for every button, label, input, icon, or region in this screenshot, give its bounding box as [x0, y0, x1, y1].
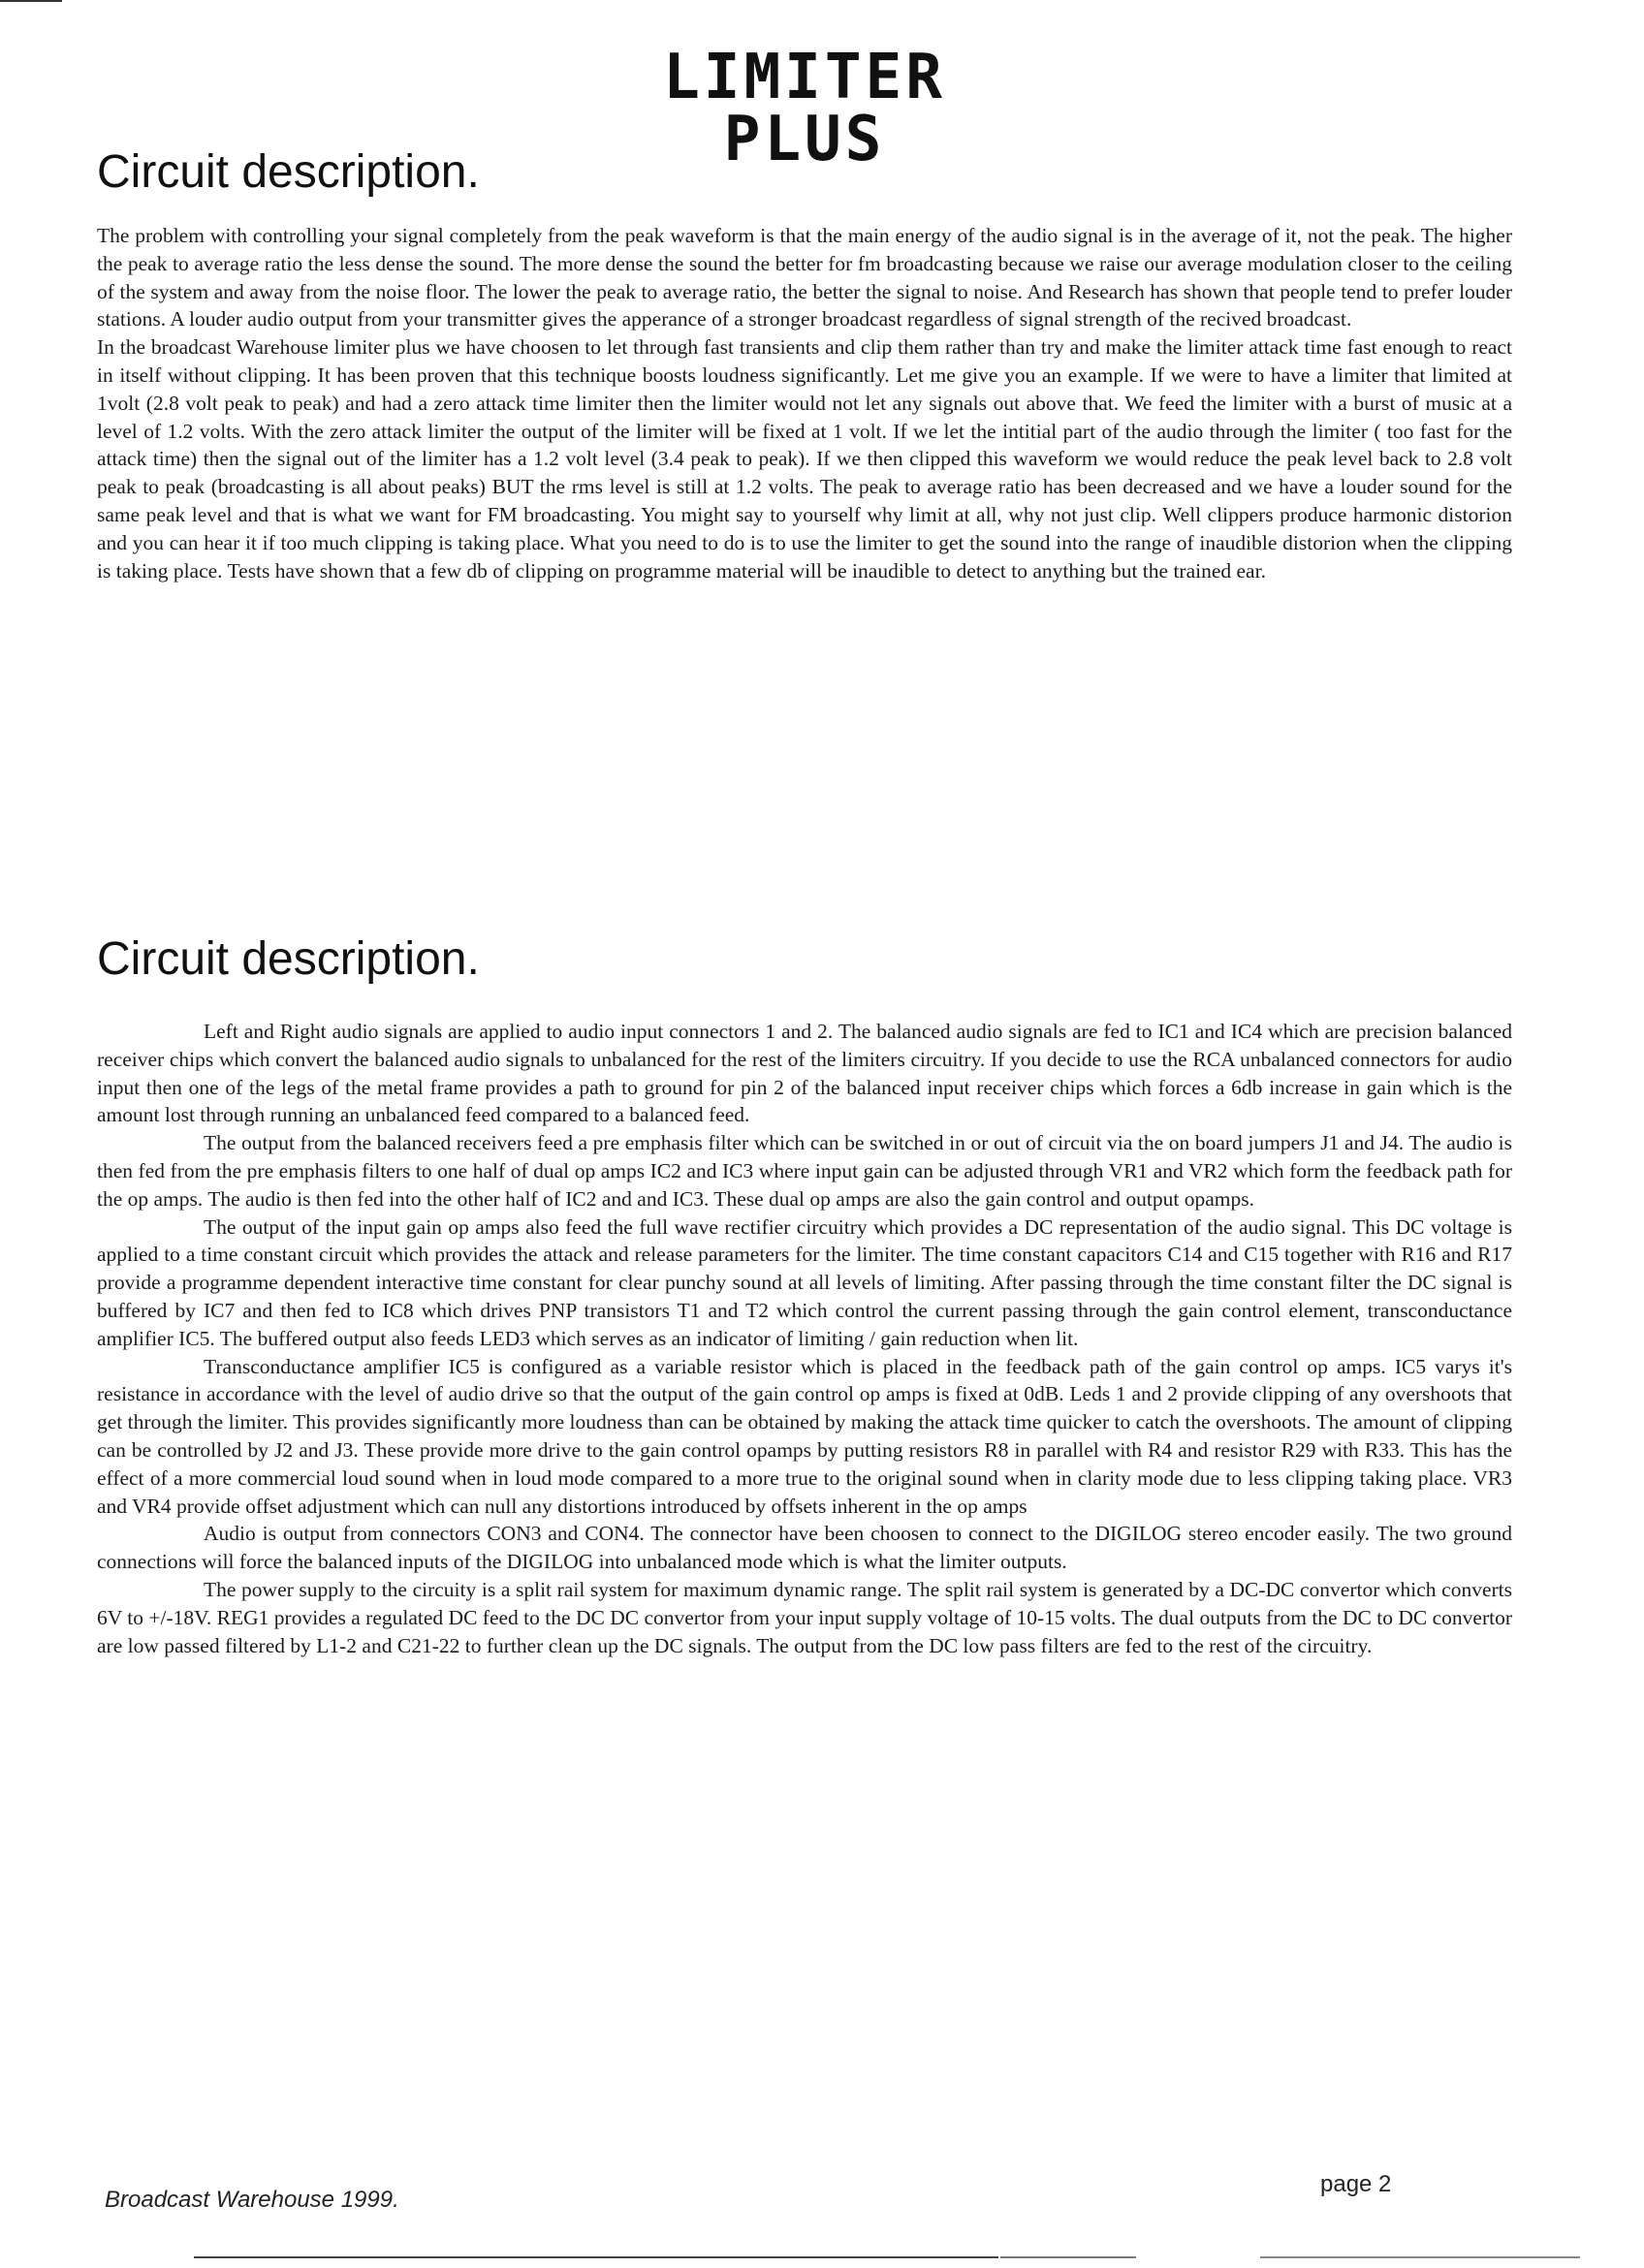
bottom-rule — [194, 2256, 998, 2258]
bottom-rule — [1260, 2256, 1580, 2258]
intro-text-block — [97, 222, 1512, 584]
footer-company: Broadcast Warehouse 1999. — [105, 2187, 399, 2213]
scan-edge-line — [0, 0, 62, 2]
section-heading-circuit: Circuit description. — [97, 933, 480, 985]
paragraph: Audio is output from connectors CON3 and CON4. The connector have been choosen to connect to the DIGILOG stereo encoder easily. The two ground connections will force the balanced inputs of the DIGILOG into unbalanced mode which is what the limiter outputs. — [97, 1522, 1512, 1574]
footer-page-number: page 2 — [1320, 2171, 1392, 2197]
paragraph: Left and Right audio signals are applied to audio input connectors 1 and 2. The balanced audio signals are fed to IC1 and IC4 which are precision balanced receiver chips which convert the balanced audio signals to unbalanced for the rest of the limiters circuitry. If you decide to use the RCA unbalanced connectors for audio input then one of the legs of the metal frame provides a path to ground for pin 2 of the balanced input receiver chips which forces a 6db increase in gain which is the amount lost through running an unbalanced feed compared to a balanced feed. — [97, 1020, 1512, 1127]
paragraph: The output of the input gain op amps also feed the full wave rectifier circuitry which provides a DC representation of the audio signal. This DC voltage is applied to a time constant circuit which provides the attack and release parameters for the limiter. The time constant capacitors C14 and C15 together with R16 and R17 provide a programme dependent interactive time constant for clear punchy sound at all levels of limiting. After passing through the time constant filter the DC signal is buffered by IC7 and then fed to IC8 which drives PNP transistors T1 and T2 which control the current passing through the gain control element, transconductance amplifier IC5. The buffered output also feeds LED3 which serves as an indicator of limiting / gain reduction when lit. — [97, 1214, 1512, 1350]
page-header-title: LIMITER PLUS — [663, 42, 946, 175]
paragraph: The problem with controlling your signal completely from the peak waveform is that the main energy of the audio signal is in the average of it, not the peak. The higher the peak to average ratio the less dense the sound. The more dense the sound the better for fm broadcasting because we raise our average modulation closer to the ceiling of the system and away from the noise floor. The lower the peak to average ratio, the better the signal to noise. And Research has shown that people tend to prefer louder stations. A louder audio output from your transmitter gives the apperance of a stronger broadcast regardless of signal strength of the recived broadcast. — [97, 224, 1512, 331]
bottom-rule — [1000, 2256, 1136, 2258]
circuit-text-block — [97, 1018, 1512, 1659]
paragraph: The output from the balanced receivers feed a pre emphasis filter which can be switched in or out of circuit via the on board jumpers J1 and J4. The audio is then fed from the pre emphasis filters to one half of dual op amps IC2 and IC3 where input gain can be adjusted through VR1 and VR2 which form the feedback path for the op amps. The audio is then fed into the other half of IC2 and and IC3. These dual op amps are also the gain control and output opamps. — [97, 1131, 1512, 1211]
section-heading-intro: Circuit description. — [97, 146, 480, 198]
paragraph: Transconductance amplifier IC5 is configured as a variable resistor which is placed in the feedback path of the gain control op amps. IC5 varys it's resistance in accordance with the level of audio drive so that the output of the gain control op amps is fixed at 0dB. Leds 1 and 2 provide clipping of any overshoots that get through the limiter. This provides significantly more loudness than can be obtained by making the attack time quicker to catch the overshoots. The amount of clipping can be controlled by J2 and J3. These provide more drive to the gain control opamps by putting resistors R8 in parallel with R4 and resistor R29 with R33. This has the effect of a more commercial loud sound when in loud mode compared to a more true to the original sound when in clarity mode due to less clipping taking place. VR3 and VR4 provide offset adjustment which can null any distortions introduced by offsets inherent in the op amps — [97, 1354, 1512, 1518]
paragraph: In the broadcast Warehouse limiter plus we have choosen to let through fast transients and clip them rather than try and make the limiter attack time fast enough to react in itself without clipping. It has been proven that this technique boosts loudness significantly. Let me give you an example. If we were to have a limiter that limited at 1volt (2.8 volt peak to peak) and had a zero attack time limiter then the limiter would not let any signals out above that. We feed the limiter with a burst of music at a level of 1.2 volts. With the zero attack limiter the output of the limiter will be fixed at 1 volt. If we let the intitial part of the audio through the limiter ( too fast for the attack time) then the signal out of the limiter has a 1.2 volt level (3.4 peak to peak). If we then clipped this waveform we would reduce the peak level back to 2.8 volt peak to peak (broadcasting is all about peaks) BUT the rms level is still at 1.2 volts. The peak to average ratio has been decreased and we have a louder sound for the same peak level and that is what we want for FM broadcasting. You might say to yourself why limit at all, why not just clip. Well clippers produce harmonic distorion and you can hear it if too much clipping is taking place. What you need to do is to use the limiter to get the sound into the range of inaudible distorion when the clipping is taking place. Tests have shown that a few db of clipping on programme material will be inaudible to detect to anything but the trained ear. — [97, 335, 1512, 583]
paragraph: The power supply to the circuity is a split rail system for maximum dynamic range. The split rail system is generated by a DC-DC convertor which converts 6V to +/-18V. REG1 provides a regulated DC feed to the DC DC convertor from your input supply voltage of 10-15 volts. The dual outputs from the DC to DC convertor are low passed filtered by L1-2 and C21-22 to further clean up the DC signals. The output from the DC low pass filters are fed to the rest of the circuitry. — [97, 1577, 1512, 1657]
